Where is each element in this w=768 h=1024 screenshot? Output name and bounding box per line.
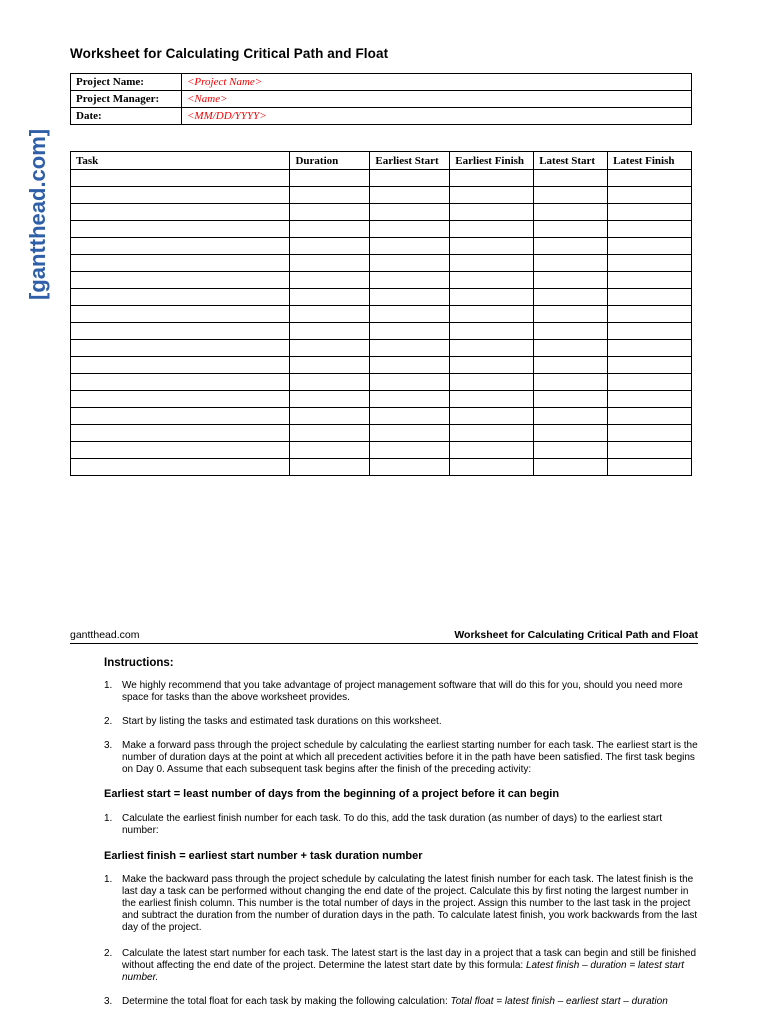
cell-latest-finish[interactable]: [608, 170, 692, 187]
cell-latest-start[interactable]: [534, 170, 608, 187]
cell-earliest-start[interactable]: [370, 187, 450, 204]
cell-task[interactable]: [71, 170, 290, 187]
table-row: [71, 357, 692, 374]
project-name-row: [71, 74, 692, 91]
cell-latest-start[interactable]: [534, 425, 608, 442]
formula-total-float: Total float = latest finish – earliest start – duration: [450, 996, 668, 1007]
col-latest-start: Latest Start: [534, 152, 608, 170]
table-row: [71, 374, 692, 391]
cell-task[interactable]: [71, 340, 290, 357]
cell-latest-finish[interactable]: [608, 357, 692, 374]
table-row: [71, 272, 692, 289]
table-row: [71, 408, 692, 425]
cell-latest-finish[interactable]: [608, 255, 692, 272]
cell-earliest-start[interactable]: [370, 170, 450, 187]
date-label: Date:: [71, 108, 182, 125]
cell-earliest-start[interactable]: [370, 459, 450, 476]
list-number: 1.: [104, 813, 113, 824]
cell-duration[interactable]: [290, 374, 370, 391]
table-row: [71, 221, 692, 238]
cell-duration[interactable]: [290, 323, 370, 340]
cell-earliest-finish[interactable]: [450, 442, 534, 459]
cell-latest-finish[interactable]: [608, 238, 692, 255]
cell-latest-finish[interactable]: [608, 425, 692, 442]
date-row: [71, 108, 692, 125]
cell-duration[interactable]: [290, 340, 370, 357]
list-item: [104, 716, 698, 729]
list-text: We highly recommend that you take advantage of project management software that will do this for you, should you need more space for tasks than the above worksheet provides.: [122, 680, 683, 703]
cell-earliest-finish[interactable]: [450, 272, 534, 289]
cell-latest-start[interactable]: [534, 289, 608, 306]
cell-latest-finish[interactable]: [608, 204, 692, 221]
cell-earliest-finish[interactable]: [450, 238, 534, 255]
col-duration: Duration: [290, 152, 370, 170]
cell-earliest-finish[interactable]: [450, 323, 534, 340]
footer-divider: [70, 643, 698, 644]
cell-earliest-finish[interactable]: [450, 340, 534, 357]
table-row: [71, 204, 692, 221]
cell-earliest-start[interactable]: [370, 272, 450, 289]
cell-latest-finish[interactable]: [608, 323, 692, 340]
cell-earliest-finish[interactable]: [450, 408, 534, 425]
page-title: Worksheet for Calculating Critical Path and Float: [70, 46, 389, 61]
table-row: [71, 340, 692, 357]
table-row: [71, 170, 692, 187]
project-name-label: Project Name:: [71, 74, 182, 91]
list-item: [104, 996, 698, 1022]
cell-duration[interactable]: [290, 442, 370, 459]
cell-task[interactable]: [71, 374, 290, 391]
cell-latest-start[interactable]: [534, 323, 608, 340]
formula-earliest-finish: Earliest finish = earliest start number + task duration number: [104, 850, 423, 862]
cell-latest-start[interactable]: [534, 374, 608, 391]
date-field[interactable]: <MM/DD/YYYY>: [182, 108, 692, 125]
cell-latest-start[interactable]: [534, 238, 608, 255]
list-number: 2.: [104, 948, 113, 959]
cell-duration[interactable]: [290, 357, 370, 374]
cell-earliest-start[interactable]: [370, 442, 450, 459]
worksheet-header-row: [71, 152, 692, 170]
cell-duration[interactable]: [290, 289, 370, 306]
table-row: [71, 442, 692, 459]
gantthead-logo: [25, 36, 50, 308]
cell-latest-start[interactable]: [534, 204, 608, 221]
cell-duration[interactable]: [290, 170, 370, 187]
cell-duration[interactable]: [290, 187, 370, 204]
cell-task[interactable]: [71, 187, 290, 204]
col-task: Task: [71, 152, 290, 170]
list-text: Calculate the earliest finish number for each task. To do this, add the task duration (as number of days) to the earliest start number:: [122, 813, 663, 836]
list-text: Make a forward pass through the project schedule by calculating the earliest starting number for each task. The earliest start is the number of duration days at the point at which all precedent activities before it in the path have been satisfied. The first task begins on Day 0. Assume that each subsequent task begins after the finish of the preceding activity:: [122, 740, 698, 775]
cell-task[interactable]: [71, 459, 290, 476]
cell-task[interactable]: [71, 408, 290, 425]
cell-earliest-finish[interactable]: [450, 255, 534, 272]
cell-earliest-finish[interactable]: [450, 204, 534, 221]
logo-text: [gantthead.com]: [25, 128, 50, 300]
cell-latest-start[interactable]: [534, 357, 608, 374]
list-item: [104, 680, 698, 706]
cell-latest-start[interactable]: [534, 408, 608, 425]
cell-earliest-start[interactable]: [370, 204, 450, 221]
cell-duration[interactable]: [290, 459, 370, 476]
list-number: 1.: [104, 874, 113, 885]
list-text: Determine the total float for each task by making the following calculation:: [122, 996, 451, 1007]
cell-latest-start[interactable]: [534, 340, 608, 357]
cell-earliest-finish[interactable]: [450, 425, 534, 442]
table-row: [71, 323, 692, 340]
cell-latest-start[interactable]: [534, 187, 608, 204]
instructions-heading: Instructions:: [104, 657, 174, 669]
cell-duration[interactable]: [290, 255, 370, 272]
cell-earliest-finish[interactable]: [450, 374, 534, 391]
cell-task[interactable]: [71, 221, 290, 238]
table-row: [71, 459, 692, 476]
cell-latest-start[interactable]: [534, 306, 608, 323]
table-row: [71, 425, 692, 442]
cell-earliest-finish[interactable]: [450, 306, 534, 323]
cell-latest-start[interactable]: [534, 221, 608, 238]
cell-earliest-finish[interactable]: [450, 289, 534, 306]
worksheet-table: [70, 151, 692, 476]
cell-latest-start[interactable]: [534, 459, 608, 476]
cell-earliest-start[interactable]: [370, 221, 450, 238]
list-item: [104, 874, 698, 936]
cell-latest-finish[interactable]: [608, 391, 692, 408]
table-row: [71, 391, 692, 408]
project-manager-row: [71, 91, 692, 108]
cell-duration[interactable]: [290, 204, 370, 221]
cell-earliest-finish[interactable]: [450, 459, 534, 476]
cell-duration[interactable]: [290, 408, 370, 425]
cell-latest-start[interactable]: [534, 272, 608, 289]
table-row: [71, 306, 692, 323]
cell-earliest-start[interactable]: [370, 374, 450, 391]
project-info-table: [70, 73, 692, 125]
cell-task[interactable]: [71, 306, 290, 323]
cell-latest-finish[interactable]: [608, 306, 692, 323]
cell-earliest-start[interactable]: [370, 340, 450, 357]
cell-duration[interactable]: [290, 425, 370, 442]
project-manager-label: Project Manager:: [71, 91, 182, 108]
cell-earliest-start[interactable]: [370, 425, 450, 442]
cell-latest-finish[interactable]: [608, 442, 692, 459]
cell-earliest-start[interactable]: [370, 391, 450, 408]
cell-task[interactable]: [71, 391, 290, 408]
list-number: 1.: [104, 680, 113, 691]
cell-earliest-start[interactable]: [370, 289, 450, 306]
formula-earliest-start: Earliest start = least number of days from the beginning of a project before it can begin: [104, 788, 560, 800]
footer-title: Worksheet for Calculating Critical Path and Float: [454, 629, 698, 641]
cell-duration[interactable]: [290, 306, 370, 323]
list-number: 3.: [104, 996, 113, 1007]
col-earliest-finish: Earliest Finish: [450, 152, 534, 170]
cell-earliest-finish[interactable]: [450, 170, 534, 187]
cell-task[interactable]: [71, 238, 290, 255]
cell-task[interactable]: [71, 255, 290, 272]
list-number: 3.: [104, 740, 113, 751]
list-text: Calculate the latest start number for each task. The latest start is the last day in a project that a task can begin and still be finished without affecting the end date of the project. Determine the latest start date by this formula:: [122, 948, 697, 971]
cell-duration[interactable]: [290, 391, 370, 408]
cell-duration[interactable]: [290, 272, 370, 289]
cell-task[interactable]: [71, 204, 290, 221]
list-item: [104, 813, 698, 839]
cell-latest-finish[interactable]: [608, 374, 692, 391]
cell-duration[interactable]: [290, 221, 370, 238]
table-row: [71, 255, 692, 272]
list-item: [104, 948, 698, 986]
list-text: Make the backward pass through the project schedule by calculating the latest finish number for each task. The latest finish is the last day a task can be performed without changing the end date of the project. Calculate this by first noting the largest number in the earliest finish column. This number is the total number of days in the project. Assign this number to the last task in the project and subtract the duration from the number of duration days in the path. To calculate latest finish, you work backwards from the last day of the project.: [122, 874, 698, 933]
cell-earliest-start[interactable]: [370, 306, 450, 323]
table-row: [71, 238, 692, 255]
cell-task[interactable]: [71, 323, 290, 340]
cell-latest-start[interactable]: [534, 255, 608, 272]
cell-earliest-start[interactable]: [370, 357, 450, 374]
col-latest-finish: Latest Finish: [608, 152, 692, 170]
cell-latest-finish[interactable]: [608, 289, 692, 306]
cell-earliest-start[interactable]: [370, 238, 450, 255]
cell-latest-finish[interactable]: [608, 408, 692, 425]
cell-earliest-finish[interactable]: [450, 187, 534, 204]
cell-task[interactable]: [71, 425, 290, 442]
cell-earliest-finish[interactable]: [450, 357, 534, 374]
col-earliest-start: Earliest Start: [370, 152, 450, 170]
cell-latest-finish[interactable]: [608, 221, 692, 238]
cell-task[interactable]: [71, 442, 290, 459]
cell-earliest-start[interactable]: [370, 323, 450, 340]
cell-latest-finish[interactable]: [608, 272, 692, 289]
cell-latest-start[interactable]: [534, 442, 608, 459]
cell-earliest-start[interactable]: [370, 255, 450, 272]
worksheet-body: [71, 170, 692, 476]
cell-latest-finish[interactable]: [608, 459, 692, 476]
cell-latest-finish[interactable]: [608, 187, 692, 204]
cell-earliest-finish[interactable]: [450, 221, 534, 238]
list-text: Start by listing the tasks and estimated task durations on this worksheet.: [122, 716, 442, 727]
cell-task[interactable]: [71, 272, 290, 289]
cell-latest-finish[interactable]: [608, 340, 692, 357]
cell-latest-start[interactable]: [534, 391, 608, 408]
project-name-field[interactable]: <Project Name>: [182, 74, 692, 91]
cell-task[interactable]: [71, 357, 290, 374]
table-row: [71, 187, 692, 204]
table-row: [71, 289, 692, 306]
cell-task[interactable]: [71, 289, 290, 306]
formula-latest-start: Latest finish – duration = latest start number.: [122, 960, 685, 983]
list-item: [104, 740, 698, 778]
cell-duration[interactable]: [290, 238, 370, 255]
footer-site: gantthead.com: [70, 629, 140, 641]
cell-earliest-start[interactable]: [370, 408, 450, 425]
project-manager-field[interactable]: <Name>: [182, 91, 692, 108]
list-number: 2.: [104, 716, 113, 727]
cell-earliest-finish[interactable]: [450, 391, 534, 408]
